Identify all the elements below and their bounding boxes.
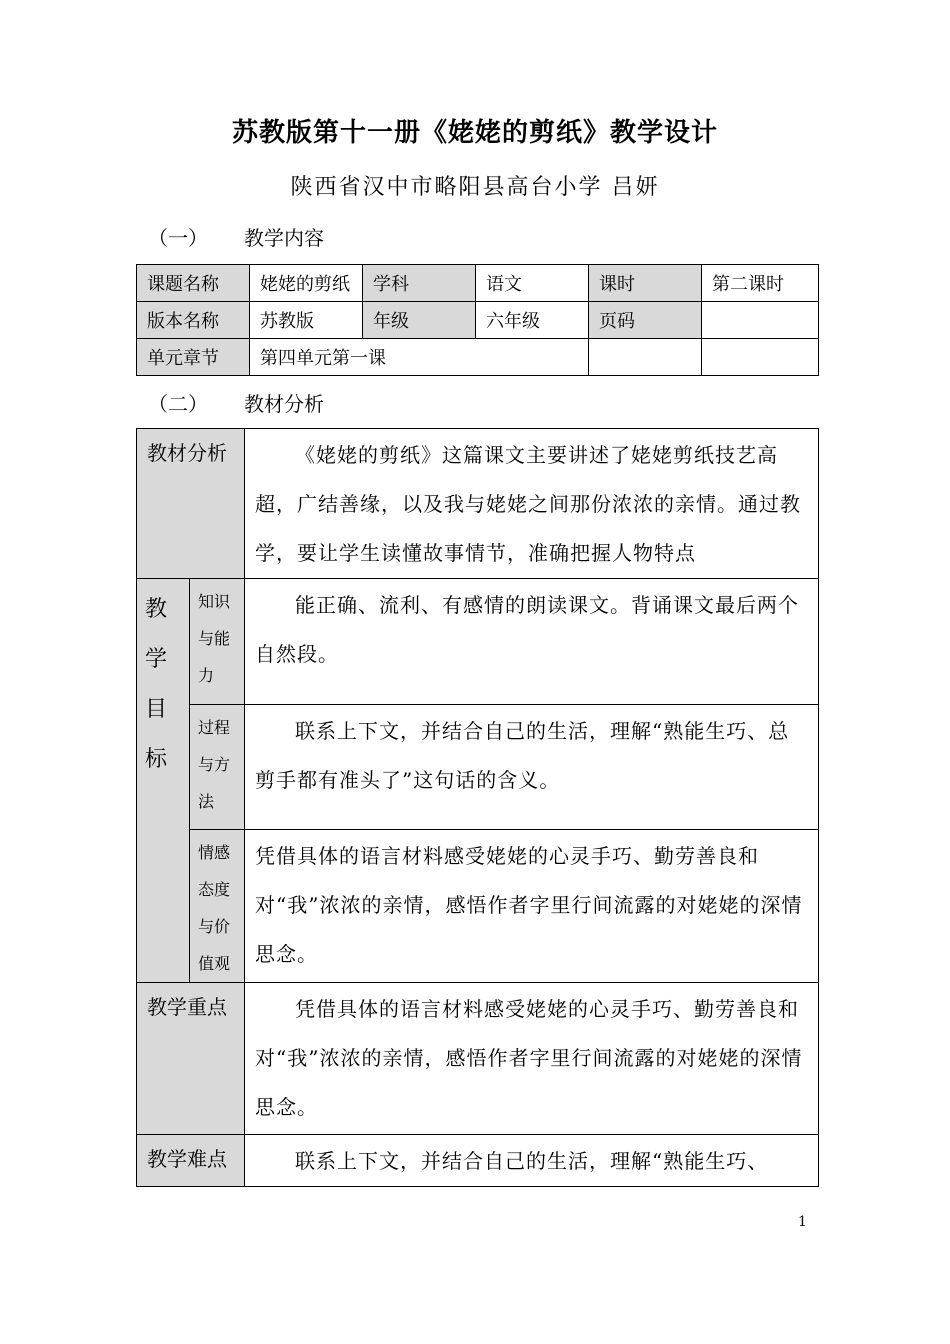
analysis-label: 教材分析 [137,429,245,579]
table-cell: 学科 [363,265,476,302]
table-row [137,339,819,376]
table-cell: 课时 [589,265,702,302]
difficulty-label: 教学难点 [137,1135,245,1187]
goal1-text: 能正确、流利、有感情的朗读课文。背诵课文最后两个自然段。 [245,579,819,705]
analysis-text: 《姥姥的剪纸》这篇课文主要讲述了姥姥剪纸技艺高超，广结善缘，以及我与姥姥之间那份浓浓的亲情。通过教学，要让学生读懂故事情节，准确把握人物特点 [245,429,819,579]
lesson-info-table [136,264,819,376]
page-number: 1 [798,1214,807,1230]
goal2-text: 联系上下文，并结合自己的生活，理解“熟能生巧、总剪手都有准头了”这句话的含义。 [245,705,819,830]
table-row [137,1135,819,1187]
author-line: 陕西省汉中市略阳县高台小学 吕妍 [290,175,660,200]
section-title: 教材分析 [244,392,324,416]
analysis-table [136,428,819,1187]
section-number: （二） [148,392,208,416]
table-row [137,983,819,1135]
goal2-label: 过程与方法 [190,705,245,830]
table-cell: 单元章节 [137,339,250,376]
table-row [137,429,819,579]
table-cell [702,339,819,376]
section-title: 教学内容 [244,226,324,250]
table-cell [589,339,702,376]
table-row [137,265,819,302]
table-row [137,705,819,830]
key-text: 凭借具体的语言材料感受姥姥的心灵手巧、勤劳善良和对“我”浓浓的亲情，感悟作者字里行间流露的对姥姥的深情思念。 [245,983,819,1135]
table-cell: 六年级 [476,302,589,339]
table-row [137,830,819,983]
table-cell: 语文 [476,265,589,302]
section-number: （一） [148,226,208,250]
table-cell: 课题名称 [137,265,250,302]
goal3-text: 凭借具体的语言材料感受姥姥的心灵手巧、勤劳善良和对“我”浓浓的亲情，感悟作者字里行间流露的对姥姥的深情思念。 [245,830,819,983]
goal1-label: 知识与能力 [190,579,245,705]
table-row [137,302,819,339]
table-cell: 年级 [363,302,476,339]
key-label: 教学重点 [137,983,245,1135]
goals-label: 教学目标 [137,579,190,983]
table-cell: 姥姥的剪纸 [250,265,363,302]
goal3-label: 情感态度与价值观 [190,830,245,983]
table-cell: 页码 [589,302,702,339]
table-cell: 第四单元第一课 [250,339,589,376]
difficulty-text: 联系上下文，并结合自己的生活，理解“熟能生巧、 [245,1135,819,1187]
table-cell: 版本名称 [137,302,250,339]
table-cell: 苏教版 [250,302,363,339]
section-heading-analysis [148,388,324,417]
document-title: 苏教版第十一册《姥姥的剪纸》教学设计 [231,118,718,148]
section-heading-content [148,222,324,251]
table-cell [702,302,819,339]
table-cell: 第二课时 [702,265,819,302]
table-row [137,579,819,705]
